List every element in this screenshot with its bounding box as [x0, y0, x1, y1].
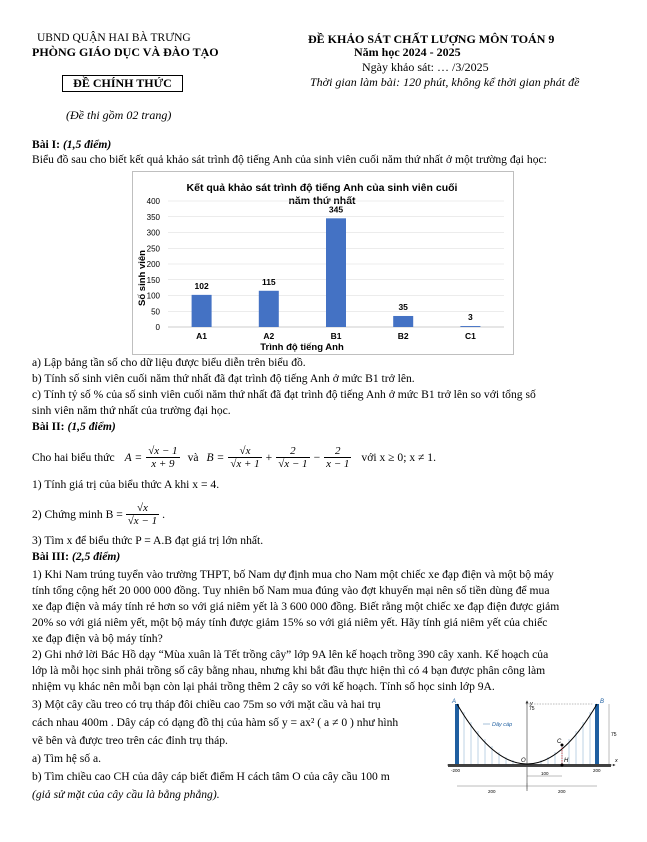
bai3-p2-line3: nhiệm vụ khác nên mỗi bạn còn lại phải trồng thêm 2 cây so với kế hoạch. Tính số học sinh lớp 9A. [32, 680, 495, 693]
expr-b-t2-den: √x − 1 [278, 457, 308, 470]
bai3-p3-note: (giả sử mặt của cây cầu là bằng phẳng). [32, 788, 220, 801]
bai2-q2 [32, 497, 165, 531]
chart-ylabel: Số sinh viên [137, 250, 148, 306]
bai2-q2-fraction [126, 502, 159, 527]
chart-category-label: B2 [397, 331, 409, 341]
bai1-qc-line2: sinh viên năm thứ nhất của trường đại học. [32, 404, 231, 417]
expr-b-term3 [324, 445, 351, 470]
bridge-label-h: H [564, 758, 569, 764]
bai3-p1-line4: 20% so với giá niêm yết, một bộ máy tính được giảm 15% so với giá niêm yết. Hãy tính giá niêm yết của chiếc [32, 616, 548, 629]
expr-plus: + [265, 450, 273, 464]
expr-minus: − [313, 450, 321, 464]
exam-date: Ngày khảo sát: … /3/2025 [362, 60, 489, 74]
bridge-tick-200: 200 [593, 768, 601, 773]
bridge-label-a: A [452, 699, 457, 705]
chart-ytick-label: 100 [146, 291, 160, 301]
chart-category-label: A1 [196, 331, 208, 341]
bai2-expressions [32, 440, 436, 474]
pages-note: (Đề thi gồm 02 trang) [66, 108, 172, 122]
bai2-q2-num: √x [126, 502, 159, 515]
chart-title-line2: năm thứ nhất [288, 195, 356, 207]
bai2-title: Bài II: [32, 420, 65, 433]
bai3-p3-qb: b) Tìm chiều cao CH của dây cáp biết điểm H cách tâm O của cây cầu 100 m [32, 770, 390, 783]
header-unit: UBND QUẬN HAI BÀ TRƯNG [37, 32, 191, 44]
expr-a-num: √x − 1 [148, 444, 178, 457]
bridge-dim-left-label: 200 [488, 789, 496, 794]
expr-b-t1-num: √x [228, 445, 261, 458]
chart-ytick-label: 300 [146, 228, 160, 238]
bridge-label-c: C [557, 739, 562, 745]
chart-ytick-label: 50 [151, 307, 160, 317]
bridge-label-b: B [600, 699, 605, 705]
bai2-q2-post: . [162, 507, 166, 521]
chart-bar-c1 [460, 326, 480, 327]
header-department: PHÒNG GIÁO DỤC VÀ ĐÀO TẠO [32, 45, 219, 59]
bai3-p2-line1: 2) Ghi nhớ lời Bác Hồ dạy “Mùa xuân là Tết trồng cây” lớp 9A lên kế hoạch trồng 390 cây xanh. Kế hoạch của [32, 648, 549, 661]
expr-a-fraction [146, 445, 179, 470]
bai3-p1-line1: 1) Khi Nam trúng tuyển vào trường THPT, bố Nam dự định mua cho Nam một chiếc xe đạp điện và một bộ máy [32, 568, 554, 581]
chart-bar-a1 [192, 295, 212, 327]
survey-bar-chart [132, 171, 514, 355]
expr-b-t1-den: √x + 1 [230, 457, 260, 470]
bai3-p1-line2: tính tổng cộng hết 20 000 000 đồng. Tuy nhiên bố Nam mua đúng vào đợt khuyến mại nên số tiền dùng để mua [32, 584, 550, 597]
bai3-heading [32, 550, 622, 564]
expr-b-term2 [276, 445, 309, 470]
bai3-title: Bài III: [32, 550, 70, 563]
chart-title-line1: Kết quả khảo sát trình độ tiếng Anh của sinh viên cuối [186, 182, 458, 194]
bridge-tower-left [455, 704, 459, 766]
chart-value-label: 3 [468, 312, 473, 323]
bai1-points: (1,5 điểm) [62, 138, 112, 151]
chart-value-label: 35 [398, 301, 408, 312]
bai2-q2-pre: 2) Chứng minh B = [32, 507, 123, 521]
bai2-q2-den: √x − 1 [127, 514, 158, 527]
expr-a-den: x + 9 [151, 457, 175, 470]
bai1-title: Bài I: [32, 138, 61, 151]
bridge-height-label: 75 [529, 706, 535, 712]
expr-b-t2-num: 2 [276, 445, 309, 458]
bai2-points: (1,5 điểm) [67, 420, 116, 433]
bridge-tower-right [595, 704, 599, 766]
bai2-q3: 3) Tìm x để biểu thức P = A.B đạt giá trị lớn nhất. [32, 534, 264, 547]
chart-ytick-label: 400 [146, 197, 160, 206]
chart-ytick-label: 150 [146, 275, 160, 285]
bridge-figure [443, 696, 621, 796]
chart-category-label: A2 [263, 331, 275, 341]
bai1-heading [32, 138, 622, 152]
bridge-x-label: x [615, 758, 618, 764]
expr-condition: với x ≥ 0; x ≠ 1. [361, 450, 436, 464]
bridge-deck [448, 764, 611, 767]
bridge-y-label: y [530, 701, 533, 707]
bai3-p3-qa: a) Tìm hệ số a. [32, 752, 102, 765]
time-limit: Thời gian làm bài: 120 phút, không kể thời gian phát đề [310, 75, 580, 89]
chart-ytick-label: 250 [146, 244, 160, 254]
expr-a-lhs: A = [124, 450, 143, 464]
bai3-p1-line3: xe đạp điện và máy tính rẻ hơn so với giá niêm yết là 3 600 000 đồng. Biết rằng một chiếc xe đạp điện được giảm [32, 600, 560, 613]
bai3-p3-line3: vẽ bên và được treo trên các đỉnh trụ tháp. [32, 734, 228, 747]
bridge-cable-label: Dây cáp [492, 722, 513, 728]
bai2-q1: 1) Tính giá trị của biểu thức A khi x = 4. [32, 478, 220, 491]
expr-and: và [187, 450, 199, 464]
chart-bar-b2 [393, 316, 413, 327]
expr-b-lhs: B = [206, 450, 225, 464]
bai1-qc-line1: c) Tính tỷ số % của số sinh viên cuối năm thứ nhất đã đạt trình độ tiếng Anh ở mức B1 trở lên so với tổng số [32, 388, 536, 401]
chart-bar-b1 [326, 218, 346, 327]
bridge-tick-neg200: -200 [451, 768, 461, 773]
bai2-heading [32, 420, 622, 434]
chart-value-label: 115 [261, 276, 276, 287]
chart-category-label: C1 [464, 331, 476, 341]
chart-ytick-label: 200 [146, 260, 160, 269]
chart-value-label: 102 [194, 280, 209, 291]
expr-b-term1 [228, 445, 261, 470]
bai2-intro: Cho hai biểu thức [32, 450, 115, 464]
bridge-dim-100-label: 100 [541, 771, 549, 776]
chart-category-label: B1 [330, 331, 342, 341]
expr-b-t3-den: x − 1 [326, 457, 350, 470]
bai3-p3-line1: 3) Một cây cầu treo có trụ tháp đôi chiều cao 75m so với mặt cầu và hai trụ [32, 698, 381, 711]
expr-b-t3-num: 2 [324, 445, 351, 458]
chart-value-label: 345 [328, 204, 344, 215]
chart-ytick-label: 0 [155, 323, 160, 332]
bai1-intro: Biểu đồ sau cho biết kết quả khảo sát trình độ tiếng Anh của sinh viên cuối năm thứ nhất ở một trường đại học: [32, 153, 547, 166]
chart-xlabel: Trình độ tiếng Anh [260, 342, 344, 353]
bai3-p2-line2: lớp là mỗi học sinh phải trồng số cây bằng nhau, nhưng khi bắt đầu thực hiện thì có 4 bạn được phân công làm [32, 664, 546, 677]
bai3-p3-line2: cách nhau 400m . Dây cáp có dạng đồ thị của hàm số y = ax² ( a ≠ 0 ) như hình [32, 716, 399, 729]
official-badge: ĐỀ CHÍNH THỨC [62, 75, 183, 92]
bridge-label-o: O [521, 758, 526, 764]
exam-title: ĐỀ KHẢO SÁT CHẤT LƯỢNG MÔN TOÁN 9 [308, 32, 555, 46]
bridge-dim-right-label: 200 [558, 789, 566, 794]
chart-bar-a2 [259, 291, 279, 327]
bai1-qb: b) Tính số sinh viên cuối năm thứ nhất đã đạt trình độ tiếng Anh ở mức B1 trở lên. [32, 372, 415, 385]
chart-ytick-label: 350 [146, 212, 160, 222]
school-year: Năm học 2024 - 2025 [354, 45, 461, 59]
bai1-qa: a) Lập bảng tần số cho dữ liệu được biểu diễn trên biểu đồ. [32, 356, 306, 369]
bai3-p1-line5: xe đạp điện và bộ máy tính? [32, 632, 163, 645]
bridge-height-label-right: 75 [611, 732, 617, 738]
bai3-points: (2,5 điểm) [71, 550, 121, 563]
